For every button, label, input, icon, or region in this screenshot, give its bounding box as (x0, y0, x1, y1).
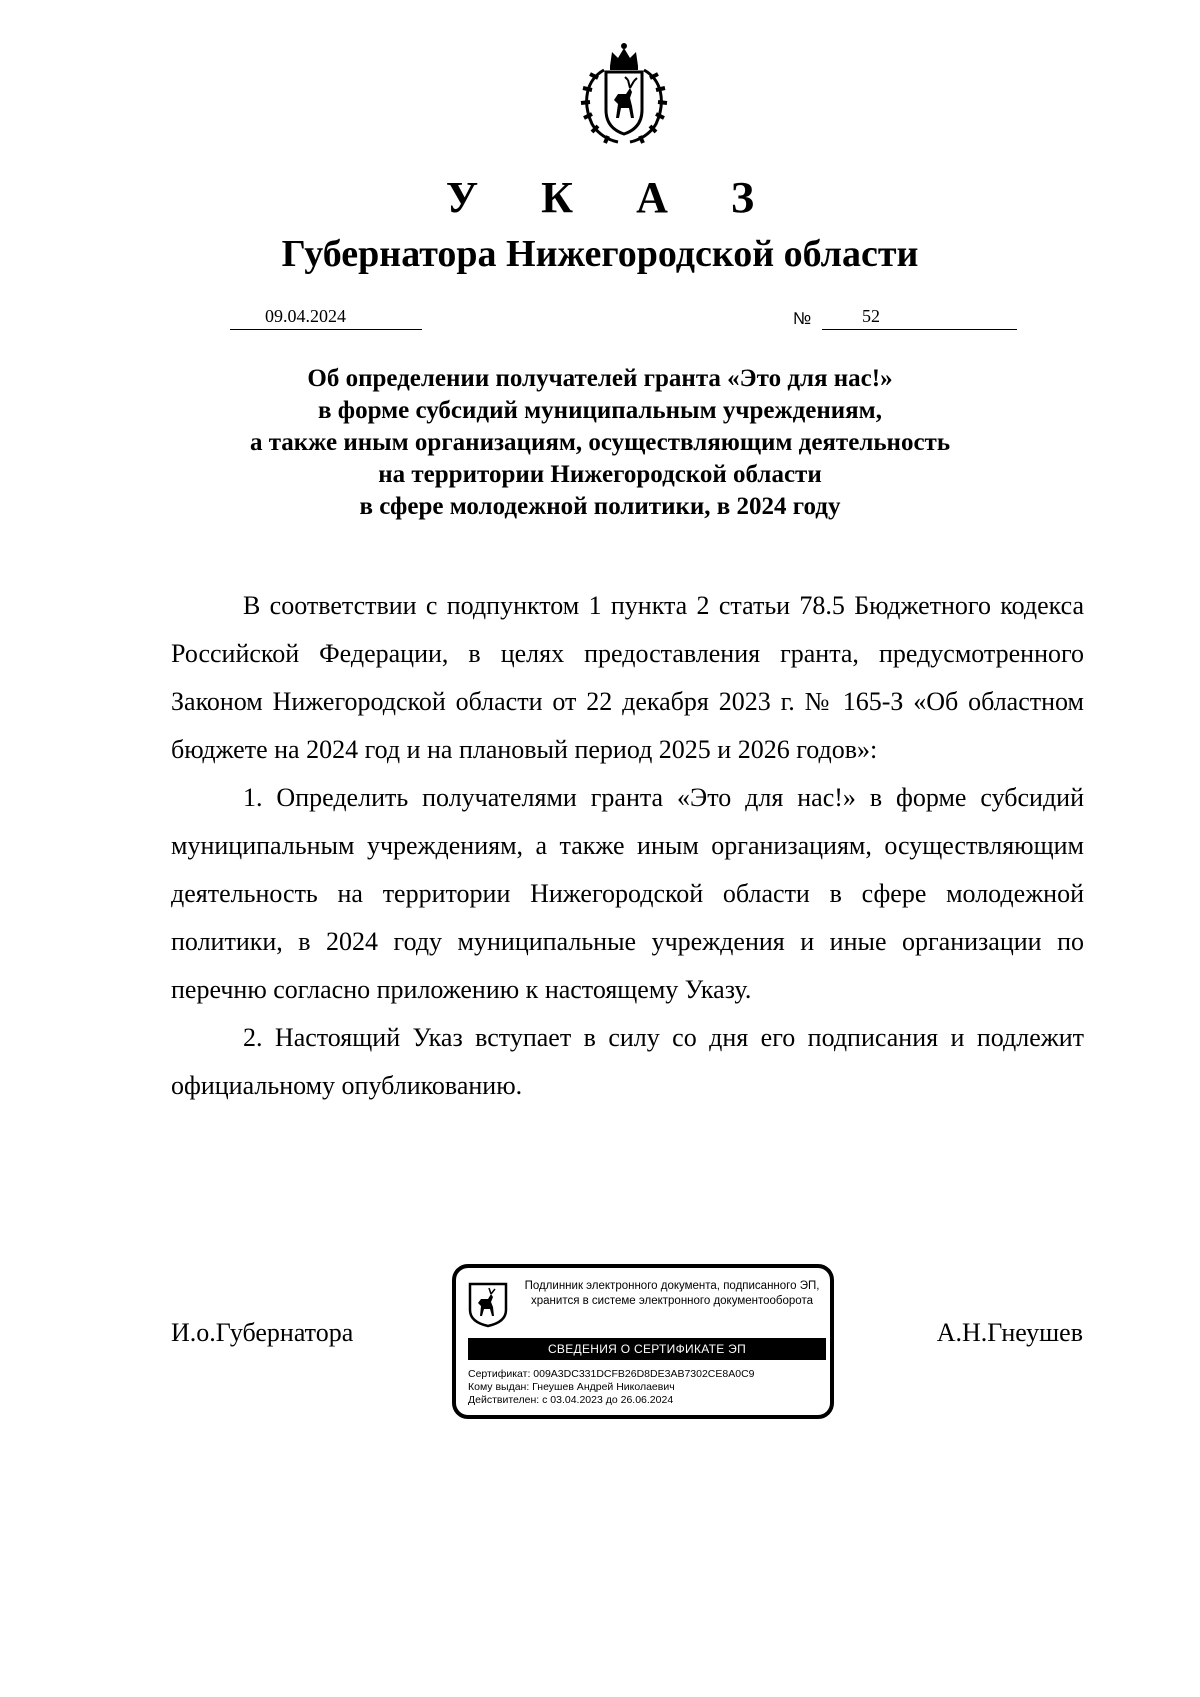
number-sign: № (793, 309, 812, 328)
heading-line: на территории Нижегородской области (378, 461, 822, 488)
heading-line: в сфере молодежной политики, в 2024 году (359, 493, 841, 520)
stamp-line-2: хранится в системе электронного документооборота (531, 1295, 813, 1307)
certificate-validity: Действителен: с 03.04.2023 до 26.06.2024 (468, 1394, 674, 1406)
body-paragraph: В соответствии с подпунктом 1 пункта 2 статьи 78.5 Бюджетного кодекса Российской Федерации, в целях предоставления гранта, предусмотренного Законом Нижегородской области от 22 декабря 2023 г. № 165-З «Об областном бюджете на 2024 год и на плановый период 2025 и 2026 годов»: (171, 591, 1084, 764)
decree-body (171, 582, 1084, 1110)
body-paragraph: 1. Определить получателями гранта «Это для нас!» в форме субсидий муниципальным учреждениям, а также иным организациям, осуществляющим деятельность на территории Нижегородской области в сфере молодежной политики, в 2024 году муниципальные учреждения и иные организации по перечню согласно приложению к настоящему Указу. (171, 783, 1084, 1004)
number-field (822, 306, 1017, 330)
date-field (230, 306, 422, 330)
coat-of-arms-icon (568, 40, 680, 146)
certificate-header: СВЕДЕНИЯ О СЕРТИФИКАТЕ ЭП (468, 1338, 826, 1360)
electronic-signature-stamp (452, 1264, 834, 1419)
document-title: У К А З (445, 173, 781, 222)
signer-name: А.Н.Гнеушев (936, 1318, 1083, 1347)
heading-line: в форме субсидий муниципальным учреждениям, (318, 397, 882, 424)
signer-position: И.о.Губернатора (171, 1318, 354, 1347)
certificate-info (468, 1368, 755, 1407)
heading-line: а также иным организациям, осуществляющим деятельность (249, 429, 951, 456)
certificate-owner: Кому выдан: Гнеушев Андрей Николаевич (468, 1381, 675, 1393)
number-value: 52 (862, 306, 880, 326)
deer-shield-icon (468, 1282, 508, 1328)
certificate-number: Сертификат: 009A3DC331DCFB26D8DE3AB7302CE8A0C9 (468, 1368, 755, 1380)
body-paragraph: 2. Настоящий Указ вступает в силу со дня его подписания и подлежит официальному опубликованию. (171, 1023, 1084, 1100)
stamp-line-1: Подлинник электронного документа, подписанного ЭП, (524, 1280, 820, 1292)
heading-line: Об определении получателей гранта «Это для нас!» (307, 365, 893, 392)
decree-heading (180, 363, 1020, 523)
document-subtitle: Губернатора Нижегородской области (281, 233, 919, 275)
date-value: 09.04.2024 (265, 306, 346, 326)
